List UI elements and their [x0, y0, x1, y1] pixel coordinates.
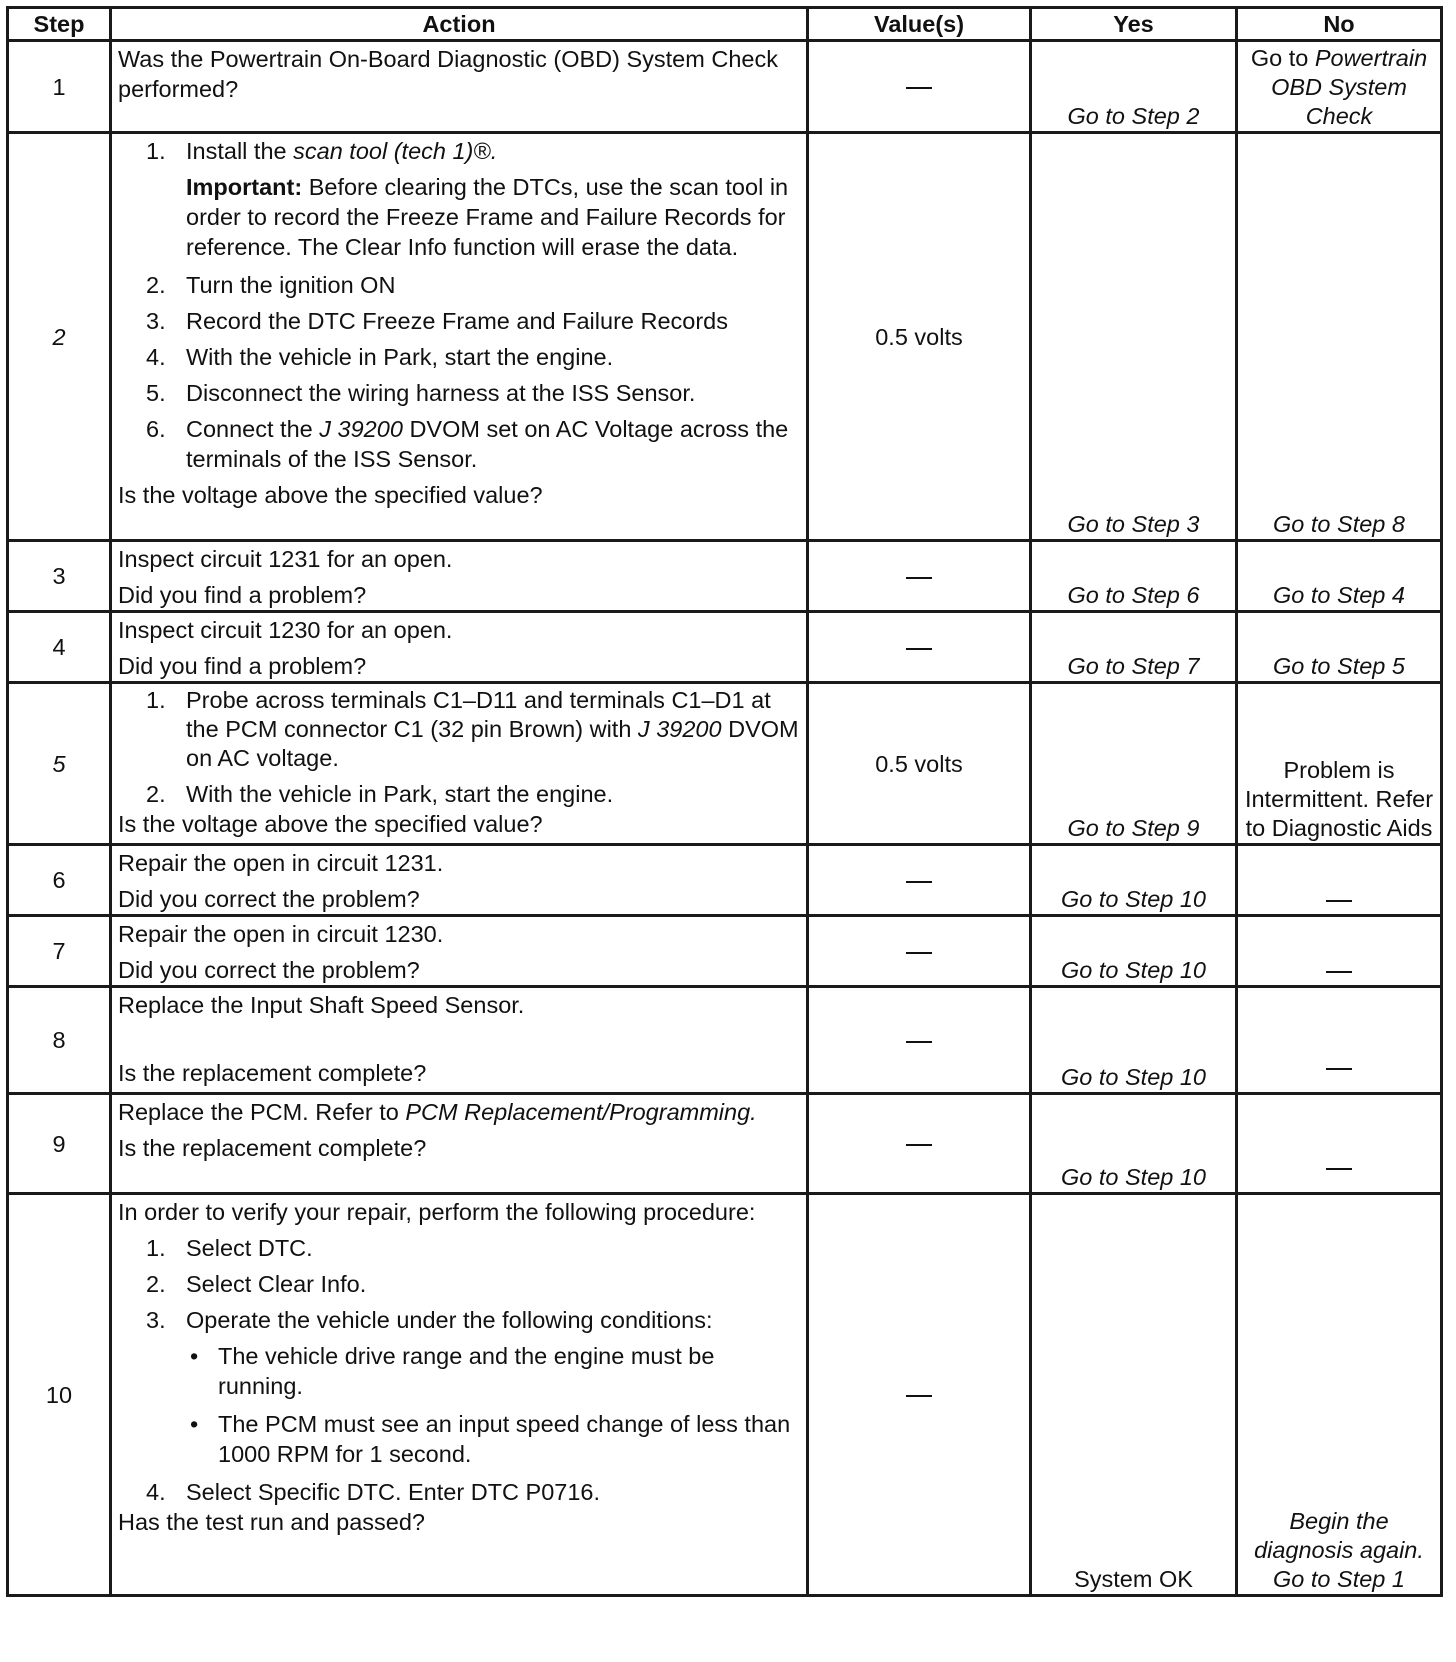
table-row-step-6: [8, 845, 1442, 916]
header-step: Step: [8, 8, 111, 41]
yes-cell: Go to Step 10: [1031, 1094, 1237, 1194]
procedure-list: [118, 686, 800, 809]
item-number: 4.: [146, 344, 166, 370]
header-action: Action: [111, 8, 808, 41]
list-item: [118, 686, 800, 773]
item-text: DVOM on AC voltage.: [186, 716, 799, 771]
value-cell: [808, 41, 1031, 133]
action-cell: [111, 916, 808, 987]
empty-value-dash: [906, 881, 932, 883]
item-text: Install the: [186, 138, 287, 164]
empty-value-dash: [906, 577, 932, 579]
action-cell: [111, 1194, 808, 1596]
action-text: Repair the open in circuit 1231.: [118, 850, 444, 876]
no-cell: [1237, 1094, 1442, 1194]
action-text: [118, 1097, 800, 1127]
action-text: Repair the open in circuit 1230.: [118, 921, 444, 947]
bullet-icon: •: [190, 1343, 199, 1369]
intro-text: In order to verify your repair, perform the following procedure:: [118, 1199, 756, 1225]
action-text: Was the Powertrain On-Board Diagnostic (OBD) System Check performed?: [118, 46, 778, 102]
item-number: 3.: [146, 1307, 166, 1333]
action-cell: [111, 41, 808, 133]
step-number: 3: [8, 541, 111, 612]
table-row-step-2: [8, 133, 1442, 541]
bullet-text: The vehicle drive range and the engine must be running.: [218, 1343, 715, 1399]
no-cell: [1237, 41, 1442, 133]
value-cell: [808, 916, 1031, 987]
list-item: [118, 136, 800, 166]
step-number: 4: [8, 612, 111, 683]
item-number: 3.: [146, 308, 166, 334]
value-cell: [808, 987, 1031, 1094]
empty-value-dash: [1326, 971, 1352, 973]
value-cell: [808, 612, 1031, 683]
list-item: [118, 270, 800, 300]
item-number: 1.: [146, 138, 166, 164]
procedure-list: [118, 136, 800, 166]
question-text: Has the test run and passed?: [118, 1509, 426, 1535]
list-item: [118, 1233, 800, 1263]
table-row-step-9: [8, 1094, 1442, 1194]
action-cell: [111, 683, 808, 845]
item-number: 6.: [146, 416, 166, 442]
action-text: Inspect circuit 1230 for an open.: [118, 617, 453, 643]
empty-value-dash: [906, 648, 932, 650]
yes-cell: Go to Step 2: [1031, 41, 1237, 133]
spacer: [118, 1020, 800, 1050]
item-text: Select Specific DTC. Enter DTC P0716.: [186, 1479, 601, 1505]
question-text: Is the replacement complete?: [118, 1060, 427, 1086]
value-cell: 0.5 volts: [808, 133, 1031, 541]
step-number: 10: [8, 1194, 111, 1596]
no-cell: Go to Step 4: [1237, 541, 1442, 612]
important-text: Before clearing the DTCs, use the scan tool in order to record the Freeze Frame and Failure Records for reference. The Clear Info function will erase the data.: [186, 174, 789, 260]
item-number: 4.: [146, 1479, 166, 1505]
condition-list: [186, 1341, 800, 1469]
list-item: [118, 1305, 800, 1469]
value-cell: [808, 541, 1031, 612]
tool-name: J 39200: [637, 716, 722, 742]
header-yes: Yes: [1031, 8, 1237, 41]
diagnostic-table: [6, 6, 1443, 1597]
bullet-icon: •: [190, 1411, 199, 1437]
item-number: 2.: [146, 781, 166, 807]
value-cell: [808, 1094, 1031, 1194]
item-text: Record the DTC Freeze Frame and Failure Records: [186, 308, 729, 334]
action-text: Inspect circuit 1231 for an open.: [118, 546, 453, 572]
item-text: Operate the vehicle under the following conditions:: [186, 1307, 713, 1333]
value-cell: [808, 1194, 1031, 1596]
no-cell: [1237, 916, 1442, 987]
yes-cell: Go to Step 7: [1031, 612, 1237, 683]
no-cell: [1237, 845, 1442, 916]
item-text: Disconnect the wiring harness at the ISS Sensor.: [186, 380, 696, 406]
action-cell: [111, 987, 808, 1094]
table-row-step-10: [8, 1194, 1442, 1596]
empty-value-dash: [906, 1144, 932, 1146]
item-text: Connect the: [186, 416, 313, 442]
important-note: [118, 172, 800, 262]
header-no: No: [1237, 8, 1442, 41]
bullet-item: [186, 1409, 800, 1469]
header-values: Value(s): [808, 8, 1031, 41]
yes-cell: Go to Step 9: [1031, 683, 1237, 845]
table-row-step-4: [8, 612, 1442, 683]
empty-value-dash: [906, 1395, 932, 1397]
step-number: 2: [8, 133, 111, 541]
list-item: [118, 779, 800, 809]
item-number: 1.: [146, 1235, 166, 1261]
no-cell: Problem is Intermittent. Refer to Diagnostic Aids: [1237, 683, 1442, 845]
table-row-step-1: [8, 41, 1442, 133]
item-number: 5.: [146, 380, 166, 406]
question-text: Did you find a problem?: [118, 653, 367, 679]
bullet-item: [186, 1341, 800, 1401]
item-text: With the vehicle in Park, start the engine.: [186, 344, 614, 370]
item-text: Select DTC.: [186, 1235, 313, 1261]
important-label: Important:: [186, 174, 303, 200]
action-cell: [111, 133, 808, 541]
yes-cell: Go to Step 10: [1031, 987, 1237, 1094]
item-text: Probe across terminals C1–D11 and terminals C1–D1 at the PCM connector C1 (32 pin Brown) with: [186, 687, 771, 742]
empty-value-dash: [1326, 900, 1352, 902]
step-number: 5: [8, 683, 111, 845]
list-item: [118, 1477, 800, 1507]
list-item: [118, 1269, 800, 1299]
table-row-step-3: [8, 541, 1442, 612]
yes-cell: Go to Step 10: [1031, 916, 1237, 987]
no-text: Go to: [1250, 45, 1309, 71]
no-cell: Go to Step 8: [1237, 133, 1442, 541]
no-cell: Begin the diagnosis again. Go to Step 1: [1237, 1194, 1442, 1596]
table-row-step-8: [8, 987, 1442, 1094]
item-number: 2.: [146, 1271, 166, 1297]
question-text: Is the voltage above the specified value?: [118, 811, 543, 837]
tool-name: scan tool (tech 1)®.: [293, 138, 498, 164]
table-row-step-7: [8, 916, 1442, 987]
yes-cell: Go to Step 6: [1031, 541, 1237, 612]
question-text: Did you correct the problem?: [118, 957, 420, 983]
action-text: Replace the Input Shaft Speed Sensor.: [118, 992, 525, 1018]
question-text: Is the replacement complete?: [118, 1135, 427, 1161]
yes-cell: Go to Step 10: [1031, 845, 1237, 916]
item-text: With the vehicle in Park, start the engine.: [186, 781, 614, 807]
list-item: [118, 378, 800, 408]
reference-link-text: PCM Replacement/Programming.: [405, 1099, 757, 1125]
no-cell: Go to Step 5: [1237, 612, 1442, 683]
step-number: 6: [8, 845, 111, 916]
empty-value-dash: [906, 1041, 932, 1043]
item-text: Select Clear Info.: [186, 1271, 367, 1297]
action-text-plain: Replace the PCM. Refer to: [118, 1099, 399, 1125]
yes-cell: System OK: [1031, 1194, 1237, 1596]
empty-value-dash: [1326, 1168, 1352, 1170]
value-cell: 0.5 volts: [808, 683, 1031, 845]
empty-value-dash: [906, 87, 932, 89]
procedure-list: [118, 1233, 800, 1507]
action-cell: [111, 541, 808, 612]
action-cell: [111, 612, 808, 683]
step-number: 7: [8, 916, 111, 987]
header-row: [8, 8, 1442, 41]
list-item: [118, 342, 800, 372]
no-cell: [1237, 987, 1442, 1094]
tool-name: J 39200: [319, 416, 403, 442]
yes-cell: Go to Step 3: [1031, 133, 1237, 541]
list-item: [118, 414, 800, 474]
list-item: [118, 306, 800, 336]
table-row-step-5: [8, 683, 1442, 845]
item-number: 1.: [146, 687, 166, 713]
question-text: Did you find a problem?: [118, 582, 367, 608]
step-number: 8: [8, 987, 111, 1094]
empty-value-dash: [906, 952, 932, 954]
action-cell: [111, 1094, 808, 1194]
no-link-text: Powertrain OBD System Check: [1271, 45, 1428, 129]
empty-value-dash: [1326, 1068, 1352, 1070]
item-number: 2.: [146, 272, 166, 298]
item-text: DVOM set on AC Voltage across the terminals of the ISS Sensor.: [186, 416, 789, 472]
value-cell: [808, 845, 1031, 916]
step-number: 1: [8, 41, 111, 133]
procedure-list: [118, 270, 800, 474]
question-text: Did you correct the problem?: [118, 886, 420, 912]
item-text: Turn the ignition ON: [186, 272, 396, 298]
bullet-text: The PCM must see an input speed change of less than 1000 RPM for 1 second.: [218, 1411, 791, 1467]
step-number: 9: [8, 1094, 111, 1194]
action-cell: [111, 845, 808, 916]
question-text: Is the voltage above the specified value?: [118, 482, 543, 508]
